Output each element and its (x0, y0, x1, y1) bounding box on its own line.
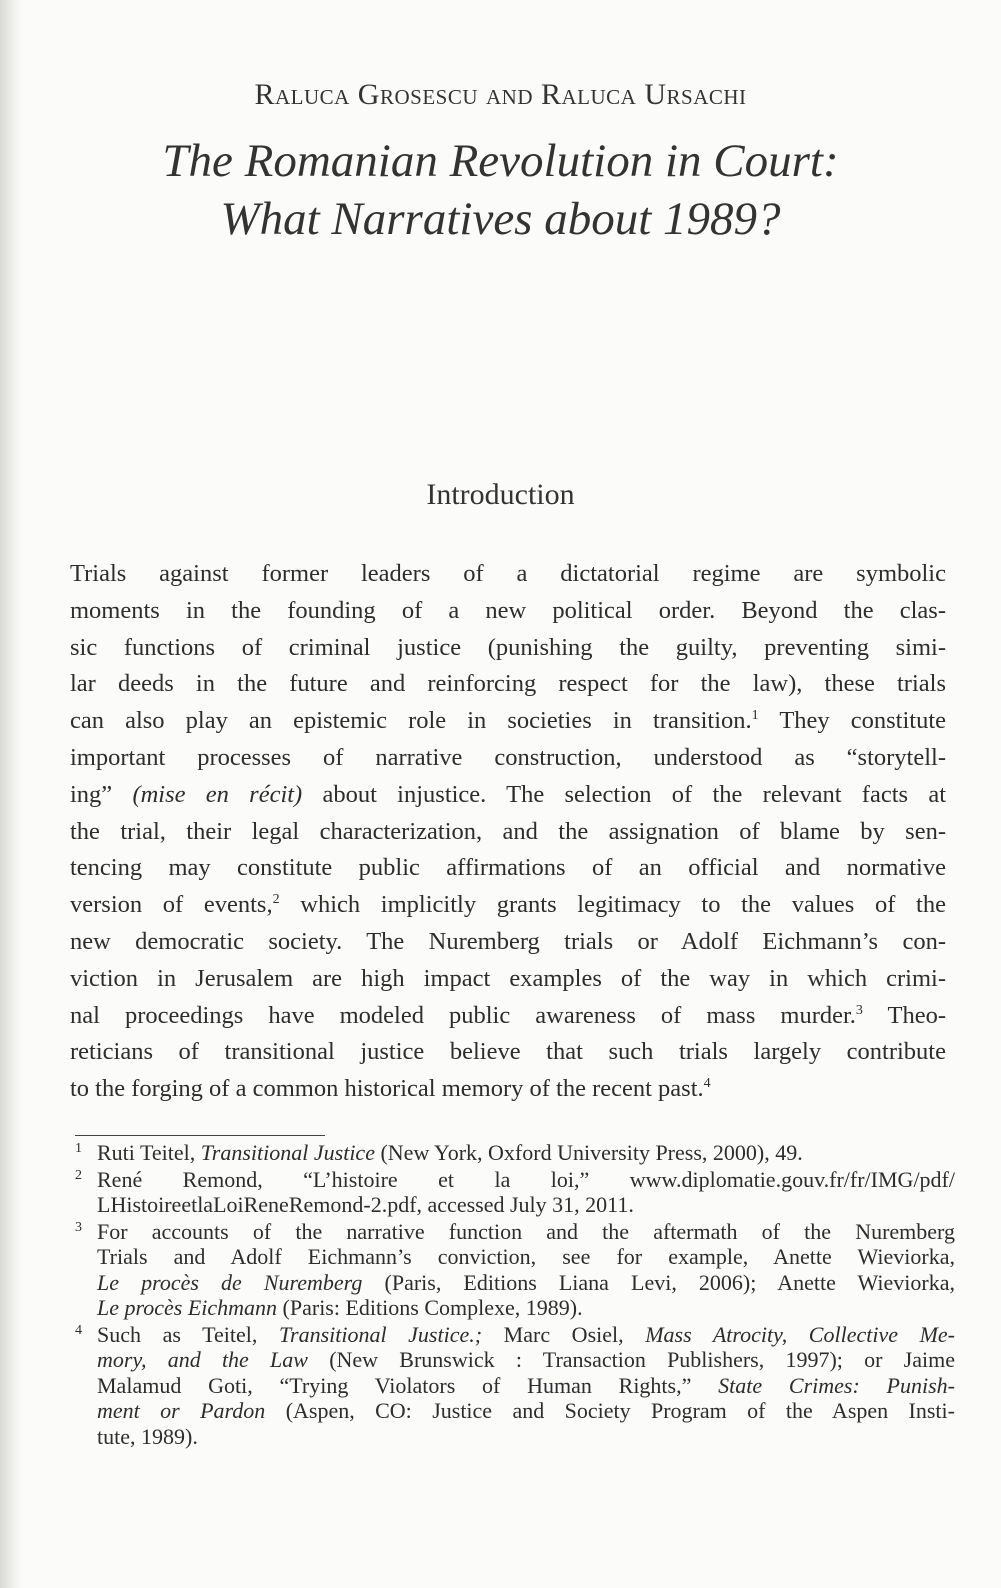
footnote-line: Le procès de Nuremberg (Paris, Editions Liana Levi, 2006); Anette Wieviorka, (97, 1269, 955, 1295)
chapter-title (0, 132, 1001, 248)
footnote-4 (75, 1322, 955, 1450)
note-ref-2[interactable]: 2 (272, 892, 280, 908)
body-line: nal proceedings have modeled public awareness of mass murder.$^3$ Theo- (70, 1001, 946, 1029)
chapter-title-line-2: What Narratives about 1989? (220, 193, 781, 245)
footnotes (75, 1140, 955, 1450)
footnote-line: Such as Teitel, Transitional Justice.; Marc Osiel, Mass Atrocity, Collective Me- (97, 1321, 955, 1347)
body-line: important processes of narrative construction, understood as “storytell- (70, 743, 946, 771)
footnote-line: Malamud Goti, “Trying Violators of Human Rights,” State Crimes: Punish- (97, 1372, 955, 1398)
footnote-line: Le procès Eichmann (Paris: Editions Complexe, 1989). (97, 1295, 583, 1320)
footnote-number: 1 (75, 1141, 82, 1156)
note-ref-3[interactable]: 3 (855, 1002, 863, 1018)
body-line: to the forging of a common historical memory of the recent past.$^4$ (70, 1075, 711, 1103)
body-line: the trial, their legal characterization, and the assignation of blame by sen- (70, 817, 946, 845)
body-line: new democratic society. The Nuremberg trials or Adolf Eichmann’s con- (70, 927, 946, 955)
body-line: ing” (mise en récit) about injustice. The selection of the relevant facts at (70, 780, 946, 808)
footnote-line: LHistoireetlaLoiReneRemond-2.pdf, accessed July 31, 2011. (97, 1192, 634, 1217)
footnote-number: 2 (75, 1167, 82, 1183)
body-line: moments in the founding of a new political order. Beyond the clas- (70, 596, 946, 624)
footnote-line: Trials and Adolf Eichmann’s conviction, see for example, Anette Wieviorka, (97, 1244, 955, 1269)
body-line: can also play an epistemic role in societies in transition.$^1$ They constitute (70, 707, 947, 735)
body-line: viction in Jerusalem are high impact examples of the way in which crimi- (70, 964, 946, 992)
footnote-divider (75, 1135, 325, 1136)
footnote-number: 4 (75, 1322, 82, 1338)
footnote-line: mory, and the Law (New Brunswick : Transaction Publishers, 1997); or Jaime (97, 1347, 955, 1372)
body-line: lar deeds in the future and reinforcing respect for the law), these trials (70, 670, 946, 698)
footnote-1 (75, 1140, 955, 1166)
footnote-3 (75, 1219, 955, 1321)
body-line: reticians of transitional justice believe that such trials largely contribute (70, 1038, 946, 1066)
chapter-title-line-1: The Romanian Revolution in Court: (162, 135, 839, 187)
footnote-number: 3 (75, 1219, 82, 1235)
body-paragraph (70, 556, 946, 1108)
body-line: tencing may constitute public affirmations of an official and normative (70, 854, 946, 882)
footnote-line: tute, 1989). (97, 1423, 198, 1449)
authors: Raluca Grosescu and Raluca Ursachi (254, 78, 747, 111)
footnote-2 (75, 1167, 955, 1218)
section-heading: Introduction (426, 478, 575, 511)
footnote-line: For accounts of the narrative function and the aftermath of the Nuremberg (97, 1218, 955, 1244)
footnote-line: Ruti Teitel, Transitional Justice (New York, Oxford University Press, 2000), 49. (97, 1140, 803, 1165)
footnote-line: ment or Pardon (Aspen, CO: Justice and Society Program of the Aspen Insti- (97, 1398, 955, 1423)
note-ref-1[interactable]: 1 (751, 708, 759, 724)
body-line: version of events,$^2$ which implicitly grants legitimacy to the values of the (70, 891, 946, 919)
note-ref-4[interactable]: 4 (703, 1076, 711, 1092)
body-line: Trials against former leaders of a dictatorial regime are symbolic (70, 560, 946, 587)
body-line: sic functions of criminal justice (punishing the guilty, preventing simi- (70, 633, 946, 661)
footnote-line: René Remond, “L’histoire et la loi,” www.diplomatie.gouv.fr/fr/IMG/pdf/ (97, 1166, 955, 1192)
